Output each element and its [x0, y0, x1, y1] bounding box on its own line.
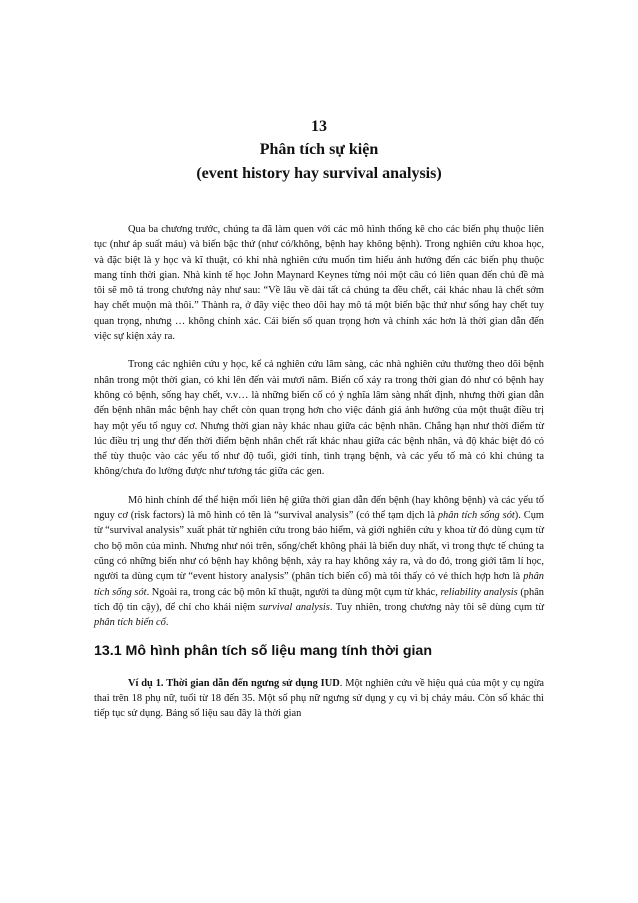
document-body	[94, 222, 544, 735]
paragraph-3-text: (phân tích độ tin cậy), để chỉ cho khái niệm	[94, 586, 544, 613]
paragraph-3-text: ). Cụm từ “survival analysis” xuất phát từ nghiên cứu trong bảo hiểm, và giới nghiên cứu y khoa từ đó dùng cụm từ cho bộ môn của mình. Nhưng như nói trên, sống/chết không phải là biến duy nhất, vì trong thực tế chúng ta cũng có những biến như có bệnh hay không bệnh, xảy ra hay không xảy ra, và do đó, trong giới tâm lí học, người ta dùng cụm từ “event history analysis” (phân tích biến cố) mà tôi thấy có vẻ thích hợp hơn là	[94, 510, 544, 583]
italic-term: phân tích sống sót	[94, 571, 544, 598]
paragraph-1: Qua ba chương trước, chúng ta đã làm quen với các mô hình thống kê cho các biến phụ thuộc liên tục (như áp suất máu) và biến bậc thứ (như có/không, bệnh hay không bệnh). Trong nghiên cứu khoa học, và đặc biệt là y học và kĩ thuật, có khi nhà nghiên cứu muốn tìm hiểu ảnh hưởng đến các biến phụ thuộc mang tính thời gian. Nhà kinh tế học John Maynard Keynes từng nói một câu có liên quan đến chủ đề mà tôi sẽ mô tả trong chương này như sau: “Về lâu về dài tất cả chúng ta đều chết, cái khác nhau là chết sớm hay chết muộn mà thôi.” Thành ra, ở đây việc theo dõi hay mô tả một biến bậc thứ như sống hay chết tuy quan trọng, nhưng … không chính xác. Cái biến số quan trọng hơn và chính xác hơn là thời gian dẫn đến việc sự kiện xảy ra.	[94, 224, 544, 343]
paragraph-3-text: Mô hình chính để thể hiện mối liên hệ giữa thời gian dẫn đến bệnh (hay không bệnh) và các yếu tố nguy cơ (risk factors) là mô hình có tên là “survival analysis” (có thể tạm dịch là	[94, 494, 544, 522]
paragraph-3-text: .	[165, 617, 169, 629]
chapter-number: 13	[311, 118, 327, 135]
italic-term: phân tích sống sót	[437, 510, 515, 522]
chapter-subtitle: (event history hay survival analysis)	[196, 165, 442, 182]
paragraph-3	[94, 493, 544, 631]
paragraph-3-text: . Tuy nhiên, trong chương này tôi sẽ dùng cụm từ	[329, 601, 545, 613]
example-text: . Một nghiên cứu về hiệu quả của một y cụ ngừa thai trên 18 phụ nữ, tuổi từ 18 đến 35. Một số phụ nữ ngưng sử dụng y cụ vì bị chảy máu. Còn số khác thì tiếp tục sử dụng. Bảng số liệu sau đây là thời gian	[94, 677, 544, 720]
paragraph-2: Trong các nghiên cứu y học, kể cả nghiên cứu lâm sàng, các nhà nghiên cứu thường theo dõi bệnh nhân trong một thời gian, có khi lên đến vài mươi năm. Biến cố xảy ra trong thời gian đó như có bệnh hay không có bệnh, sống hay chết, v.v… là những biến cố có ý nghĩa lâm sàng nhất định, nhưng thời gian dẫn đến bệnh nhân mắc bệnh hay chết còn quan trọng hơn cho việc đánh giá ảnh hưởng của một thuật điều trị hay một yếu tố nguy cơ. Nhưng thời gian này khác nhau giữa các bệnh nhân. Chẳng hạn như thời điểm từ lúc điều trị ung thư đến thời điểm bệnh nhân chết rất khác nhau giữa các bệnh nhân, và độ khác biệt đó có thể tùy thuộc vào các yếu tố như độ tuổi, giới tính, tình trạng bệnh, và các yếu tố mà có khi chúng ta không/chưa đo lường được như tương tác giữa các gen.	[94, 359, 544, 478]
example-paragraph	[94, 676, 544, 722]
chapter-heading	[0, 116, 638, 186]
paragraph-3-text: . Ngoài ra, trong các bộ môn kĩ thuật, người ta dùng một cụm từ khác,	[146, 586, 441, 598]
example-block	[94, 676, 544, 722]
example-label: Ví dụ 1. Thời gian dẫn đến ngưng sử dụng IUD	[128, 677, 340, 689]
chapter-title: Phân tích sự kiện	[259, 141, 379, 158]
italic-term: survival analysis	[258, 601, 330, 613]
italic-term: phân tích biến cố	[94, 617, 166, 629]
italic-term: reliability analysis	[440, 586, 518, 598]
section-heading: 13.1 Mô hình phân tích số liệu mang tính thời gian	[94, 643, 432, 660]
